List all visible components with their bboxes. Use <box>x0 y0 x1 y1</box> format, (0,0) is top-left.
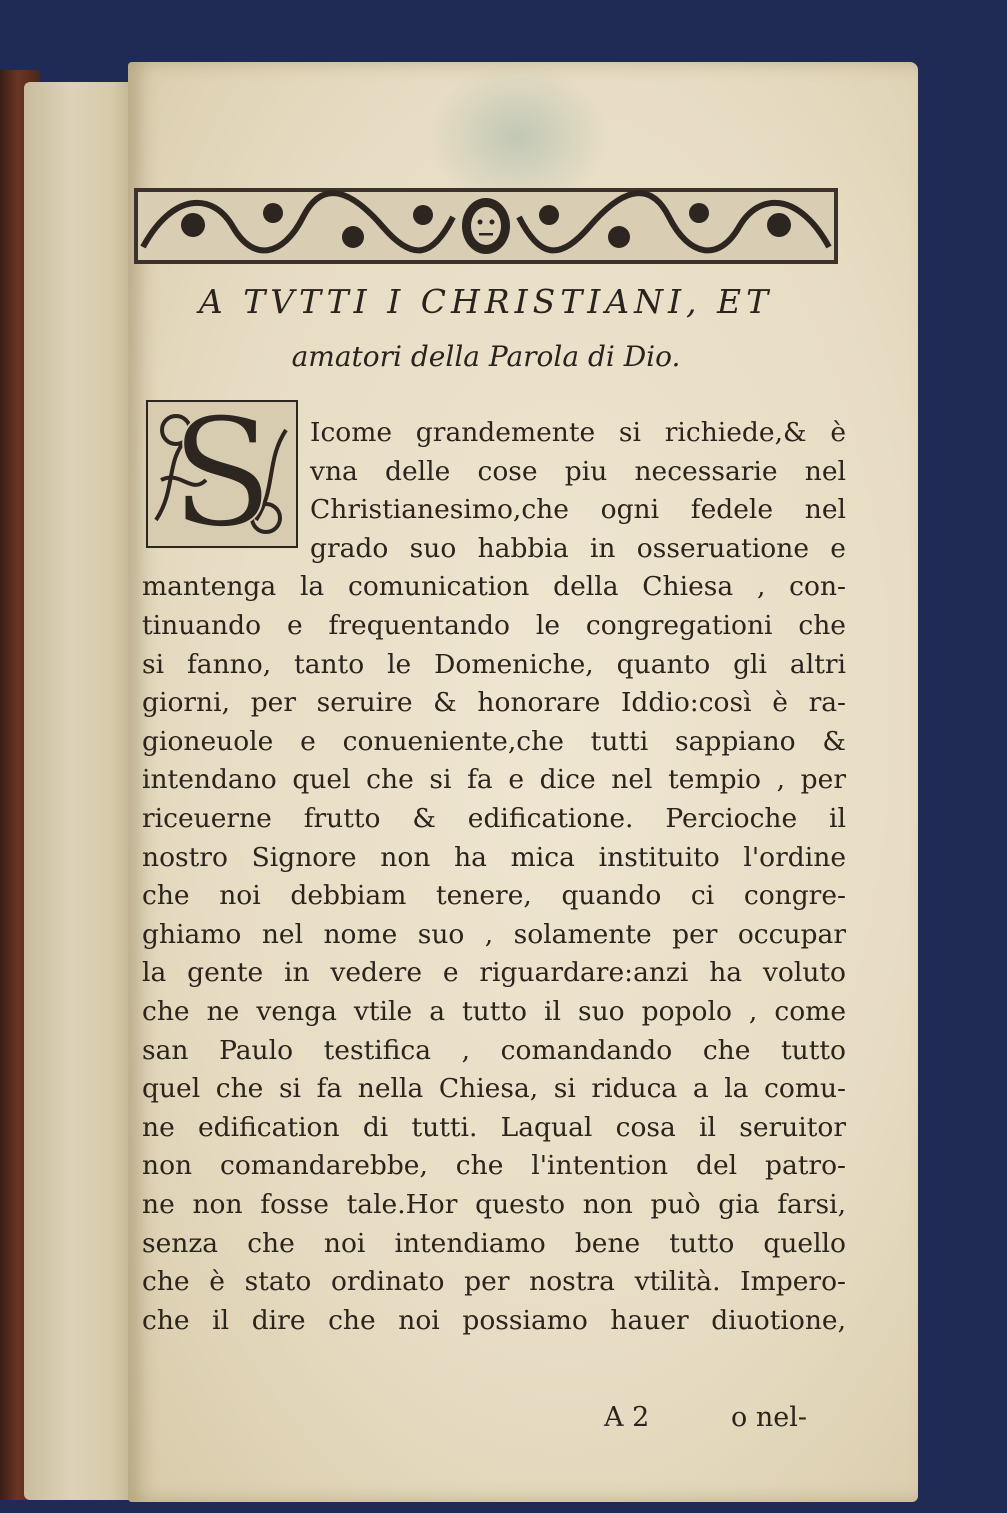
decorated-initial <box>146 400 298 548</box>
text-line: non comandarebbe, che l'intention del patro- <box>142 1150 846 1182</box>
signature-mark: A 2 <box>604 1402 650 1433</box>
text-line: gioneuole e conueniente,che tutti sappiano & <box>142 725 846 757</box>
text-line: che ne venga vtile a tutto il suo popolo , come <box>142 996 846 1027</box>
text-line: san Paulo testifica , comandando che tutto <box>142 1034 846 1066</box>
text-line: giorni, per seruire & honorare Iddio:così è ra- <box>142 687 846 719</box>
text-line: Icome grandemente si richiede,& è <box>310 417 846 448</box>
catchword: o nel- <box>731 1402 807 1433</box>
text-line: nostro Signore non ha mica instituito l'ordine <box>142 841 846 873</box>
text-line: intendano quel che si fa e dice nel tempio , per <box>142 764 846 796</box>
text-line: riceuerne frutto & edificatione. Percioche il <box>142 803 846 834</box>
text-line: quel che si fa nella Chiesa, si riduca a la comu- <box>142 1073 846 1105</box>
page-title: A TVTTI I CHRISTIANI, ET <box>198 282 774 321</box>
text-line: Christianesimo,che ogni fedele nel <box>310 494 846 526</box>
text-line: ghiamo nel nome suo , solamente per occupar <box>142 918 846 950</box>
text-line: si fanno, tanto le Domeniche, quanto gli altri <box>142 648 846 680</box>
text-line: tinuando e frequentando le congregationi che <box>142 610 846 641</box>
facing-page-edge <box>24 82 142 1500</box>
text-line: ne edification di tutti. Laqual cosa il seruitor <box>142 1111 846 1143</box>
text-line: grado suo habbia in osseruatione e <box>310 532 846 564</box>
book-page <box>128 62 918 1502</box>
headpiece-ornament <box>133 187 839 265</box>
text-line: ne non fosse tale.Hor questo non può gia farsi, <box>142 1189 846 1220</box>
text-line: mantenga la comunication della Chiesa , con- <box>142 571 846 603</box>
text-line: che noi debbiam tenere, quando ci congre- <box>142 880 846 912</box>
text-line: la gente in vedere e riguardare:anzi ha voluto <box>142 957 846 989</box>
page-subtitle: amatori della Parola di Dio. <box>291 340 681 373</box>
text-line: vna delle cose piu necessarie nel <box>310 455 846 487</box>
text-line: che il dire che noi possiamo hauer diuotione, <box>142 1304 846 1336</box>
text-line: senza che noi intendiamo bene tutto quello <box>142 1227 846 1259</box>
drop-cap-letter: S <box>170 400 274 548</box>
text-line: che è stato ordinato per nostra vtilità. Impero- <box>142 1266 846 1298</box>
